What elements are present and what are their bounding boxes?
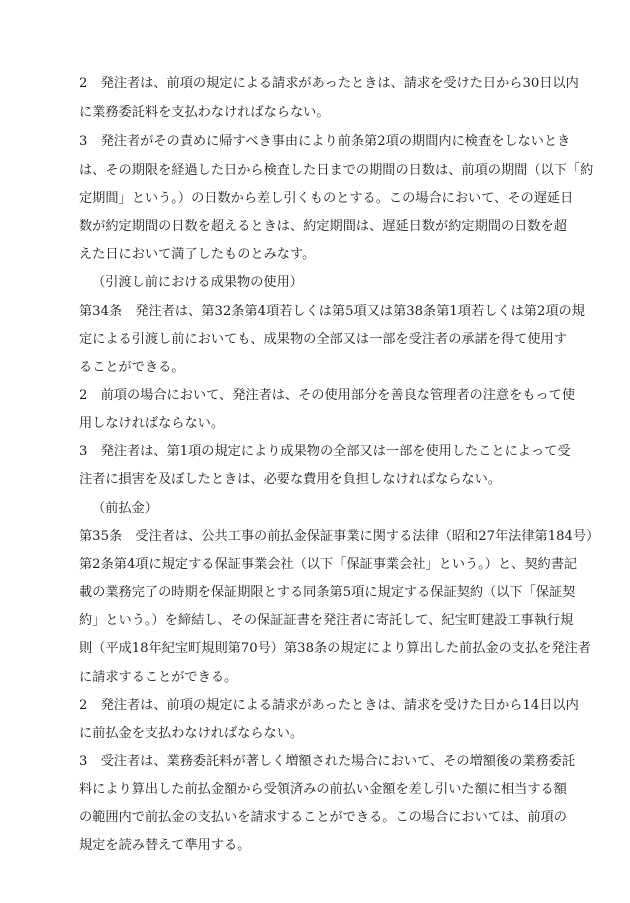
paragraph-line-33-2: 2 発注者は、前項の規定による請求があったときは、請求を受けた日から30日以内	[79, 76, 579, 91]
paragraph-line-34-1-cont-2: ることができる。	[79, 360, 185, 375]
paragraph-line-35-1-cont-1: 第2条第4項に規定する保証事業会社（以下「保証事業会社」という。）と、契約書記	[79, 557, 578, 572]
paragraph-line-35-3-cont-2: の範囲内で前払金の支払いを請求することができる。この場合においては、前項の	[79, 810, 567, 825]
paragraph-line-35-3: 3 受注者は、業務委託料が著しく増額された場合において、その増額後の業務委託	[79, 754, 576, 769]
paragraph-line-35-3-cont-3: 規定を読み替えて準用する。	[79, 838, 251, 853]
paragraph-line-34-1: 第34条 発注者は、第32条第4項若しくは第5項又は第38条第1項若しくは第2項の規	[79, 304, 585, 319]
paragraph-line-35-1-cont-2: 載の業務完了の時期を保証期限とする同条第5項に規定する保証契約（以下「保証契	[79, 585, 576, 600]
paragraph-line-34-1-cont-1: 定による引渡し前においても、成果物の全部又は一部を受注者の承諾を得て使用す	[79, 332, 567, 347]
paragraph-line-33-3-cont-2: 定期間」という。）の日数から差し引くものとする。この場合において、その遅延日	[79, 191, 574, 206]
paragraph-line-34-2: 2 前項の場合において、発注者は、その使用部分を善良な管理者の注意をもって使	[79, 388, 576, 403]
paragraph-line-34-3: 3 発注者は、第1項の規定により成果物の全部又は一部を使用したことによって受	[79, 444, 571, 459]
paragraph-line-34-2-cont: 用しなければならない。	[79, 416, 225, 431]
section-heading-article-35: （前払金）	[92, 501, 158, 516]
paragraph-line-35-1-cont-3: 約」という。）を締結し、その保証証書を発注者に寄託して、紀宝町建設工事執行規	[79, 613, 574, 628]
paragraph-line-33-3-cont-1: は、その期限を経過した日から検査した日までの期間の日数は、前項の期間（以下「約	[79, 163, 594, 178]
paragraph-line-34-3-cont: 注者に損害を及ぼしたときは、必要な費用を負担しなければならない。	[79, 472, 501, 487]
paragraph-line-35-3-cont-1: 料により算出した前払金額から受領済みの前払い金額を差し引いた額に相当する額	[79, 782, 567, 797]
paragraph-line-35-2: 2 発注者は、前項の規定による請求があったときは、請求を受けた日から14日以内	[79, 698, 579, 713]
paragraph-line-35-1: 第35条 受注者は、公共工事の前払金保証事業に関する法律（昭和27年法律第184号）	[79, 529, 600, 544]
paragraph-line-35-2-cont: に前払金を支払わなければならない。	[79, 726, 304, 741]
paragraph-line-33-3-cont-4: えた日において満了したものとみなす。	[79, 247, 316, 262]
paragraph-line-35-1-cont-4: 則（平成18年紀宝町規則第70号）第38条の規定により算出した前払金の支払を発注者	[79, 641, 591, 656]
paragraph-line-33-2-cont: に業務委託料を支払わなければならない。	[79, 105, 330, 120]
paragraph-line-33-3-cont-3: 数が約定期間の日数を超えるときは、約定期間は、遅延日数が約定期間の日数を超	[79, 219, 567, 234]
paragraph-line-33-3: 3 発注者がその責めに帰すべき事由により前条第2項の期間内に検査をしないとき	[79, 134, 571, 149]
paragraph-line-35-1-cont-5: に請求することができる。	[79, 670, 238, 685]
section-heading-article-34: （引渡し前における成果物の使用）	[92, 275, 303, 290]
